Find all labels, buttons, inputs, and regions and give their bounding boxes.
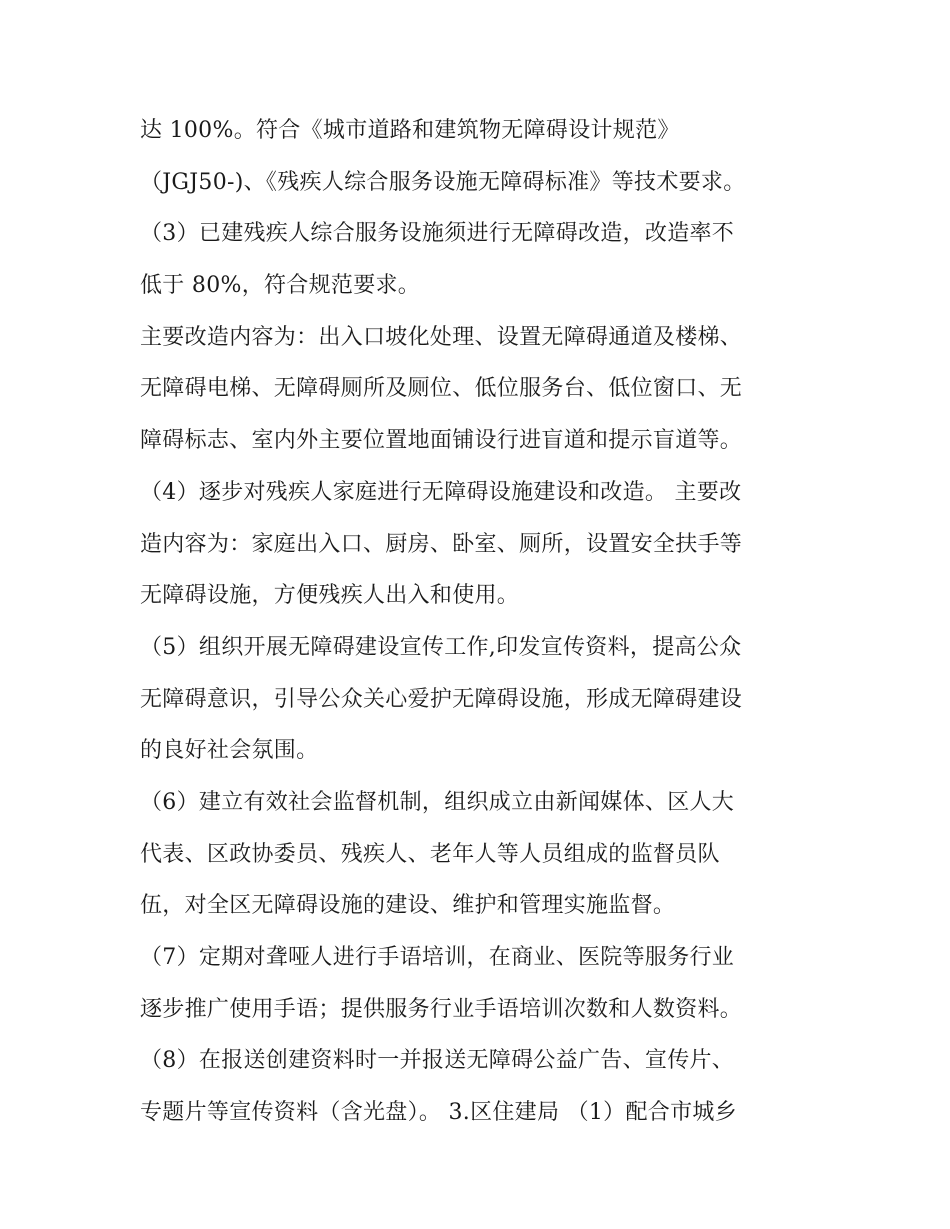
- text-line: 伍，对全区无障碍设施的建设、维护和管理实施监督。: [140, 893, 676, 919]
- text-line: 造内容为：家庭出入口、厨房、卧室、厕所，设置安全扶手等: [140, 531, 743, 557]
- text-line: 无障碍意识，引导公众关心爱护无障碍设施，形成无障碍建设: [140, 686, 743, 712]
- text-line: 专题片等宣传资料（含光盘）。 3.区住建局 （1）配合市城乡: [140, 1100, 737, 1126]
- text-line: 低于 80%，符合规范要求。: [140, 273, 421, 299]
- text-line: 无障碍电梯、无障碍厕所及厕位、低位服务台、低位窗口、无: [140, 376, 743, 402]
- text-line: （7）定期对聋哑人进行手语培训，在商业、医院等服务行业: [140, 945, 735, 970]
- text-line: （6）建立有效社会监督机制，组织成立由新闻媒体、区人大: [140, 789, 735, 815]
- text-line: 无障碍设施，方便残疾人出入和使用。: [140, 583, 520, 609]
- text-line: （3）已建残疾人综合服务设施须进行无障碍改造，改造率不: [140, 221, 735, 247]
- text-line: （JGJ50-)、《残疾人综合服务设施无障碍标准》等技术要求。: [140, 169, 746, 195]
- text-line: 的良好社会氛围。: [140, 738, 319, 764]
- document-body: [140, 110, 820, 1144]
- text-line: 主要改造内容为：出入口坡化处理、设置无障碍通道及楼梯、: [140, 324, 743, 350]
- text-line: （4）逐步对残疾人家庭进行无障碍设施建设和改造。 主要改: [140, 479, 742, 505]
- text-line: （5）组织开展无障碍建设宣传工作,印发宣传资料，提高公众: [140, 634, 742, 660]
- text-line: 逐步推广使用手语；提供服务行业手语培训次数和人数资料。: [140, 996, 743, 1022]
- text-line: （8）在报送创建资料时一并报送无障碍公益广告、宣传片、: [140, 1048, 735, 1074]
- text-line: 达 100%。符合《城市道路和建筑物无障碍设计规范》: [140, 118, 680, 143]
- text-line: 障碍标志、室内外主要位置地面铺设行进盲道和提示盲道等。: [140, 428, 743, 454]
- text-line: 代表、区政协委员、残疾人、老年人等人员组成的监督员队: [140, 841, 720, 867]
